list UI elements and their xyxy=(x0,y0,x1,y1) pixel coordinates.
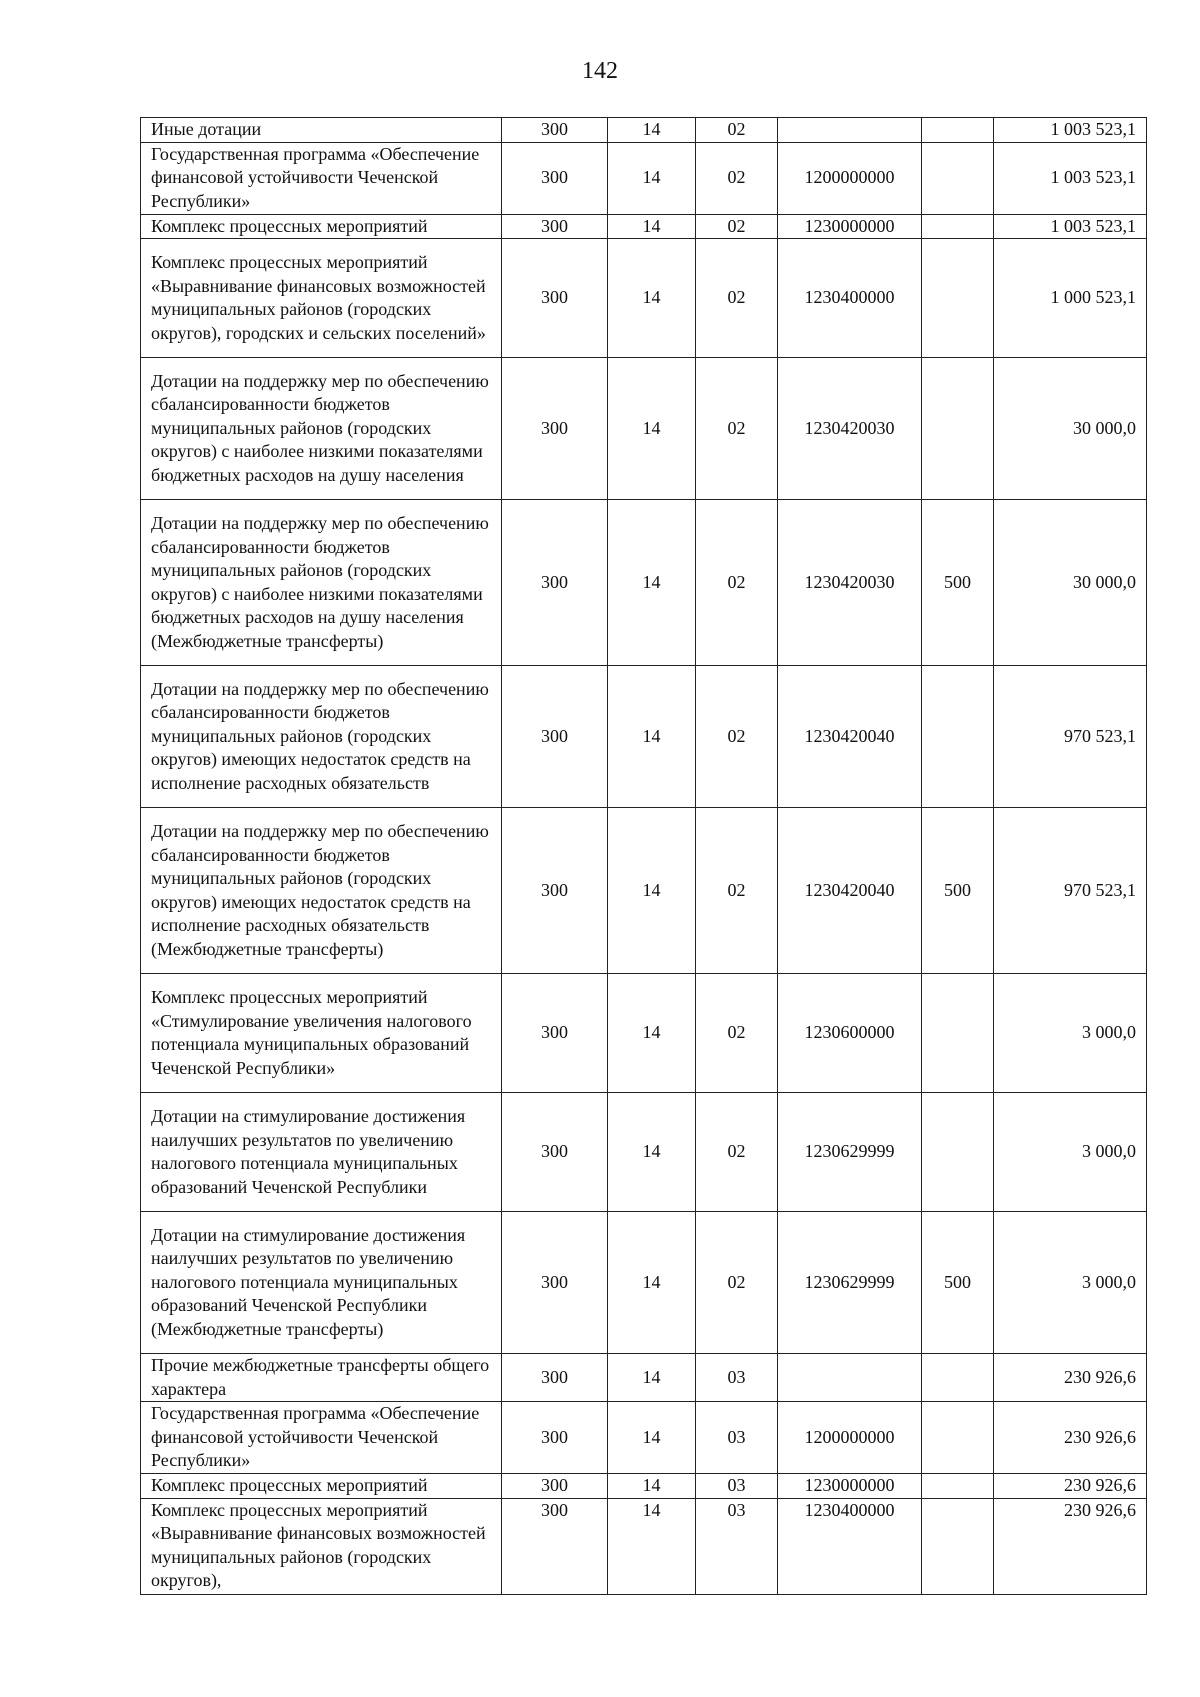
row-code-1: 300 xyxy=(502,1474,608,1499)
row-code-5 xyxy=(922,1093,994,1212)
table-row xyxy=(141,1354,1147,1402)
row-code-1: 300 xyxy=(502,1498,608,1594)
row-code-4: 1200000000 xyxy=(778,142,922,214)
row-code-1: 300 xyxy=(502,1212,608,1354)
row-amount: 230 926,6 xyxy=(994,1474,1147,1499)
row-name: Государственная программа «Обеспечение финансовой устойчивости Чеченской Республики» xyxy=(141,142,502,214)
row-code-4: 1230629999 xyxy=(778,1093,922,1212)
row-code-2: 14 xyxy=(608,239,696,358)
table-row xyxy=(141,358,1147,500)
table-row xyxy=(141,1093,1147,1212)
row-code-1: 300 xyxy=(502,1402,608,1474)
table-row xyxy=(141,214,1147,239)
table-row xyxy=(141,1212,1147,1354)
row-code-3: 02 xyxy=(696,142,778,214)
table-row xyxy=(141,1402,1147,1474)
row-code-4: 1230000000 xyxy=(778,214,922,239)
row-amount: 3 000,0 xyxy=(994,974,1147,1093)
row-code-2: 14 xyxy=(608,142,696,214)
table-row xyxy=(141,142,1147,214)
row-code-5: 500 xyxy=(922,1212,994,1354)
row-code-4: 1230400000 xyxy=(778,1498,922,1594)
row-code-5 xyxy=(922,358,994,500)
row-amount: 1 003 523,1 xyxy=(994,118,1147,143)
row-code-3: 03 xyxy=(696,1474,778,1499)
row-code-5 xyxy=(922,214,994,239)
row-code-1: 300 xyxy=(502,1354,608,1402)
row-name: Комплекс процессных мероприятий xyxy=(141,214,502,239)
row-amount: 1 000 523,1 xyxy=(994,239,1147,358)
row-code-5 xyxy=(922,666,994,808)
row-code-1: 300 xyxy=(502,974,608,1093)
row-amount: 230 926,6 xyxy=(994,1354,1147,1402)
row-code-4: 1230400000 xyxy=(778,239,922,358)
row-name: Комплекс процессных мероприятий xyxy=(141,1474,502,1499)
row-amount: 970 523,1 xyxy=(994,808,1147,974)
row-code-5 xyxy=(922,118,994,143)
row-code-5: 500 xyxy=(922,808,994,974)
table-row xyxy=(141,1498,1147,1594)
row-code-5 xyxy=(922,1354,994,1402)
row-code-3: 02 xyxy=(696,214,778,239)
page-number: 142 xyxy=(582,58,618,84)
row-code-4: 1230420040 xyxy=(778,666,922,808)
row-code-4: 1200000000 xyxy=(778,1402,922,1474)
row-code-3: 02 xyxy=(696,358,778,500)
row-code-3: 02 xyxy=(696,500,778,666)
row-code-3: 02 xyxy=(696,808,778,974)
row-code-4: 1230420040 xyxy=(778,808,922,974)
row-code-2: 14 xyxy=(608,214,696,239)
row-code-1: 300 xyxy=(502,214,608,239)
row-name: Дотации на поддержку мер по обеспечению сбалансированности бюджетов муниципальных районов (городских округов) имеющих недостаток средств на исполнение расходных обязательств xyxy=(141,666,502,808)
row-code-2: 14 xyxy=(608,1498,696,1594)
row-code-4 xyxy=(778,118,922,143)
row-name: Иные дотации xyxy=(141,118,502,143)
table-row xyxy=(141,1474,1147,1499)
row-name: Прочие межбюджетные трансферты общего характера xyxy=(141,1354,502,1402)
row-code-3: 02 xyxy=(696,974,778,1093)
row-amount: 230 926,6 xyxy=(994,1402,1147,1474)
row-code-1: 300 xyxy=(502,500,608,666)
row-code-5 xyxy=(922,1474,994,1499)
row-code-2: 14 xyxy=(608,1354,696,1402)
row-code-3: 02 xyxy=(696,1093,778,1212)
row-code-3: 02 xyxy=(696,666,778,808)
row-name: Государственная программа «Обеспечение финансовой устойчивости Чеченской Республики» xyxy=(141,1402,502,1474)
row-code-3: 03 xyxy=(696,1402,778,1474)
row-code-5 xyxy=(922,239,994,358)
row-code-2: 14 xyxy=(608,500,696,666)
row-code-2: 14 xyxy=(608,118,696,143)
row-amount: 1 003 523,1 xyxy=(994,142,1147,214)
row-code-3: 03 xyxy=(696,1354,778,1402)
row-code-2: 14 xyxy=(608,358,696,500)
row-code-5 xyxy=(922,1402,994,1474)
row-code-4: 1230629999 xyxy=(778,1212,922,1354)
row-amount: 1 003 523,1 xyxy=(994,214,1147,239)
row-code-1: 300 xyxy=(502,118,608,143)
table-row xyxy=(141,974,1147,1093)
row-code-3: 02 xyxy=(696,118,778,143)
row-code-2: 14 xyxy=(608,974,696,1093)
row-code-1: 300 xyxy=(502,142,608,214)
row-code-2: 14 xyxy=(608,808,696,974)
row-code-4 xyxy=(778,1354,922,1402)
row-name: Дотации на поддержку мер по обеспечению сбалансированности бюджетов муниципальных районов (городских округов) с наиболее низкими показателями бюджетных расходов на душу населения xyxy=(141,358,502,500)
row-code-4: 1230420030 xyxy=(778,358,922,500)
row-code-4: 1230600000 xyxy=(778,974,922,1093)
row-name: Дотации на стимулирование достижения наилучших результатов по увеличению налогового потенциала муниципальных образований Чеченской Республики xyxy=(141,1093,502,1212)
row-code-2: 14 xyxy=(608,1093,696,1212)
row-code-1: 300 xyxy=(502,1093,608,1212)
table-row xyxy=(141,239,1147,358)
row-code-3: 02 xyxy=(696,1212,778,1354)
row-name: Дотации на поддержку мер по обеспечению сбалансированности бюджетов муниципальных районов (городских округов) имеющих недостаток средств на исполнение расходных обязательств (Межбюджетные трансферты) xyxy=(141,808,502,974)
row-code-2: 14 xyxy=(608,1402,696,1474)
row-code-1: 300 xyxy=(502,666,608,808)
row-amount: 3 000,0 xyxy=(994,1212,1147,1354)
row-code-2: 14 xyxy=(608,1474,696,1499)
row-name: Комплекс процессных мероприятий «Выравнивание финансовых возможностей муниципальных районов (городских округов), xyxy=(141,1498,502,1594)
row-code-3: 02 xyxy=(696,239,778,358)
row-amount: 3 000,0 xyxy=(994,1093,1147,1212)
row-name: Дотации на стимулирование достижения наилучших результатов по увеличению налогового потенциала муниципальных образований Чеченской Республики (Межбюджетные трансферты) xyxy=(141,1212,502,1354)
row-code-2: 14 xyxy=(608,1212,696,1354)
table-row xyxy=(141,500,1147,666)
row-code-1: 300 xyxy=(502,239,608,358)
row-name: Дотации на поддержку мер по обеспечению сбалансированности бюджетов муниципальных районов (городских округов) с наиболее низкими показателями бюджетных расходов на душу населения (Межбюджетные трансферты) xyxy=(141,500,502,666)
row-amount: 30 000,0 xyxy=(994,500,1147,666)
row-code-5: 500 xyxy=(922,500,994,666)
budget-table xyxy=(140,117,1147,1595)
row-code-3: 03 xyxy=(696,1498,778,1594)
row-code-1: 300 xyxy=(502,358,608,500)
row-name: Комплекс процессных мероприятий «Стимулирование увеличения налогового потенциала муниципальных образований Чеченской Республики» xyxy=(141,974,502,1093)
table-row xyxy=(141,666,1147,808)
row-code-1: 300 xyxy=(502,808,608,974)
row-name: Комплекс процессных мероприятий «Выравнивание финансовых возможностей муниципальных районов (городских округов), городских и сельских поселений» xyxy=(141,239,502,358)
table-row xyxy=(141,118,1147,143)
row-amount: 30 000,0 xyxy=(994,358,1147,500)
row-code-5 xyxy=(922,974,994,1093)
row-code-4: 1230420030 xyxy=(778,500,922,666)
table-row xyxy=(141,808,1147,974)
row-amount: 970 523,1 xyxy=(994,666,1147,808)
row-code-4: 1230000000 xyxy=(778,1474,922,1499)
row-amount: 230 926,6 xyxy=(994,1498,1147,1594)
row-code-5 xyxy=(922,142,994,214)
row-code-5 xyxy=(922,1498,994,1594)
row-code-2: 14 xyxy=(608,666,696,808)
